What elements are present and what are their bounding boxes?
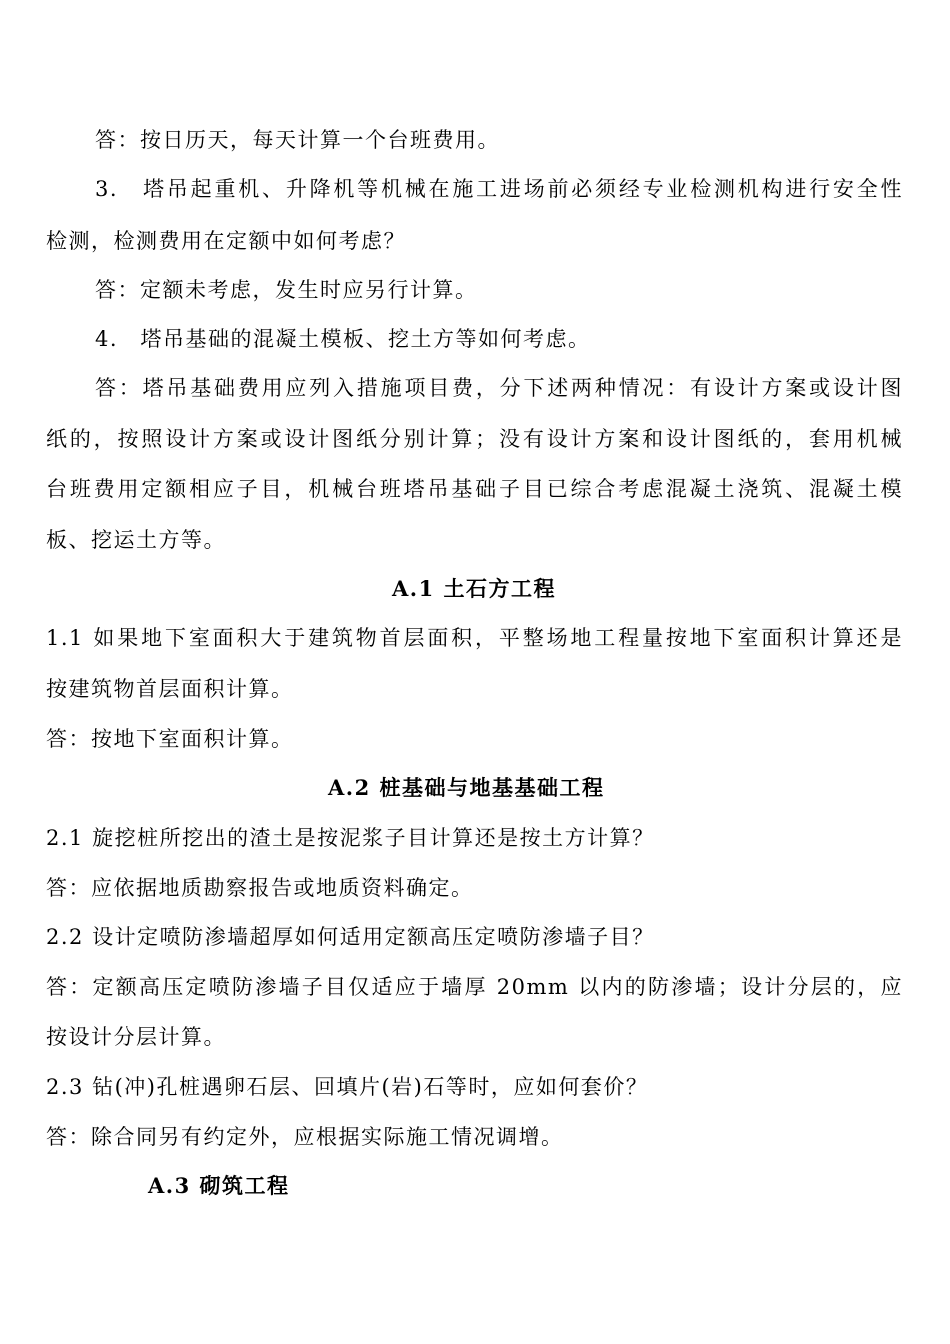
question-text: 2.1 旋挖桩所挖出的渣土是按泥浆子目计算还是按土方计算？ [46,826,655,850]
answer-text: 答：除合同另有约定外，应根据实际施工情况调增。 [46,1125,564,1149]
question-text: 按建筑物首层面积计算。 [46,677,294,701]
section-heading: A.3 砌筑工程 [148,1173,290,1198]
section-heading: A.1 土石方工程 [392,576,557,601]
answer-text: 答：按日历天，每天计算一个台班费用。 [95,128,500,152]
answer-text: 纸的，按照设计方案或设计图纸分别计算；没有设计方案和设计图纸的，套用机械 [46,427,903,451]
answer-text: 板、挖运土方等。 [46,528,226,552]
answer-text: 按设计分层计算。 [46,1025,226,1049]
answer-text: 台班费用定额相应子目，机械台班塔吊基础子目已综合考虑混凝土浇筑、混凝土模 [46,477,903,501]
answer-text: 答：按地下室面积计算。 [46,727,294,751]
answer-text: 答：应依据地质勘察报告或地质资料确定。 [46,876,474,900]
question-text: 1.1 如果地下室面积大于建筑物首层面积，平整场地工程量按地下室面积计算还是 [46,626,903,650]
question-text: 4. 塔吊基础的混凝土模板、挖土方等如何考虑。 [95,327,591,351]
answer-text: 答：定额高压定喷防渗墙子目仅适应于墙厚 20mm 以内的防渗墙；设计分层的，应 [46,975,903,999]
answer-text: 答：定额未考虑，发生时应另行计算。 [95,278,478,302]
answer-text: 答：塔吊基础费用应列入措施项目费，分下述两种情况：有设计方案或设计图 [95,376,903,400]
question-text: 检测，检测费用在定额中如何考虑？ [46,229,406,253]
question-text: 2.2 设计定喷防渗墙超厚如何适用定额高压定喷防渗墙子目？ [46,925,655,949]
section-heading: A.2 桩基础与地基基础工程 [328,775,605,800]
question-text: 2.3 钻(冲)孔桩遇卵石层、回填片(岩)石等时，应如何套价？ [46,1075,649,1099]
question-text: 3. 塔吊起重机、升降机等机械在施工进场前必须经专业检测机构进行安全性 [95,177,903,201]
